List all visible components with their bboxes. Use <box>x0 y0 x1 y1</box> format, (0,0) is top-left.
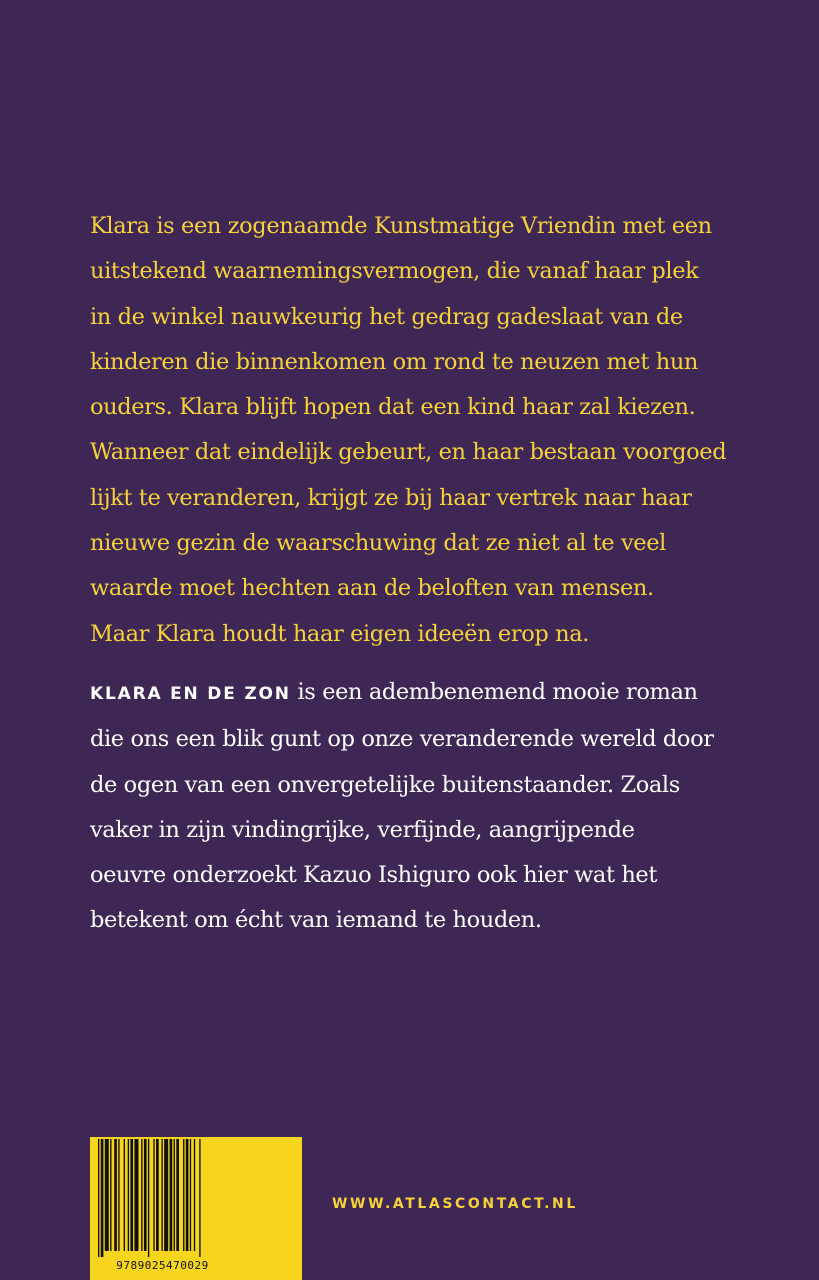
barcode-bar <box>183 1139 184 1251</box>
blurb-1-line: Klara is een zogenaamde Kunstmatige Vriendin met een <box>90 213 712 239</box>
barcode-bar <box>128 1139 129 1251</box>
barcode-bar <box>153 1139 154 1251</box>
barcode-bar <box>144 1139 147 1251</box>
blurb-1-line: ouders. Klara blijft hopen dat een kind haar zal kiezen. <box>90 394 696 421</box>
blurb-2-line-rest: is een adembenemend mooie roman <box>290 679 698 705</box>
blurb-1-line: kinderen die binnenkomen om rond te neuzen met hun <box>90 348 699 375</box>
blurb-1-line: in de winkel nauwkeurig het gedrag gadeslaat van de <box>90 303 683 330</box>
book-title: KLARA EN DE ZON <box>90 684 291 704</box>
barcode-bar <box>186 1139 189 1251</box>
barcode-bar <box>134 1139 138 1251</box>
blurb-2-line: die ons een blik gunt op onze veranderende wereld door <box>90 726 714 753</box>
barcode-bar <box>190 1139 191 1251</box>
barcode <box>90 1137 302 1280</box>
publisher-website: WWW.ATLASCONTACT.NL <box>332 1196 578 1212</box>
barcode-bar <box>199 1139 200 1257</box>
barcode-bar <box>141 1139 142 1251</box>
barcode-bar <box>110 1139 111 1251</box>
barcode-bar <box>174 1139 175 1251</box>
barcode-bar <box>130 1139 133 1251</box>
barcode-bar <box>98 1139 99 1257</box>
blurb-1-line: Maar Klara houdt haar eigen ideeën erop na. <box>90 620 589 647</box>
blurb-paragraph-1 <box>90 204 790 657</box>
barcode-bar <box>156 1139 159 1251</box>
blurb-2-first-line <box>90 670 790 717</box>
barcode-bar <box>170 1139 173 1251</box>
blurb-1-line: Wanneer dat eindelijk gebeurt, en haar bestaan voorgoed <box>90 439 727 466</box>
barcode-bars <box>96 1139 236 1257</box>
blurb-2-line: vaker in zijn vindingrijke, verfijnde, aangrijpende <box>90 816 635 843</box>
barcode-bar <box>161 1139 162 1251</box>
isbn-number: 9789025470029 <box>116 1259 209 1272</box>
barcode-bar <box>164 1139 168 1251</box>
blurb-1-line: nieuwe gezin de waarschuwing dat ze niet al te veel <box>90 530 666 557</box>
blurb-1-line: lijkt te veranderen, krijgt ze bij haar vertrek naar haar <box>90 484 692 511</box>
barcode-bar <box>124 1139 125 1251</box>
blurb-2-line: oeuvre onderzoekt Kazuo Ishiguro ook hier wat het <box>90 862 657 889</box>
blurb-2-line: betekent om écht van iemand te houden. <box>90 907 542 934</box>
barcode-bar <box>148 1139 149 1257</box>
barcode-bar <box>101 1139 104 1257</box>
blurb-paragraph-2 <box>90 670 790 944</box>
blurb-1-line: waarde moet hechten aan de beloften van mensen. <box>90 575 654 602</box>
blurb-2-line: de ogen van een onvergetelijke buitenstaander. Zoals <box>90 771 680 798</box>
barcode-bar <box>118 1139 119 1251</box>
barcode-bar <box>105 1139 109 1251</box>
barcode-bar <box>114 1139 117 1251</box>
barcode-bar <box>176 1139 179 1251</box>
barcode-bar <box>194 1139 195 1251</box>
blurb-1-line: uitstekend waarnemingsvermogen, die vanaf haar plek <box>90 258 699 285</box>
